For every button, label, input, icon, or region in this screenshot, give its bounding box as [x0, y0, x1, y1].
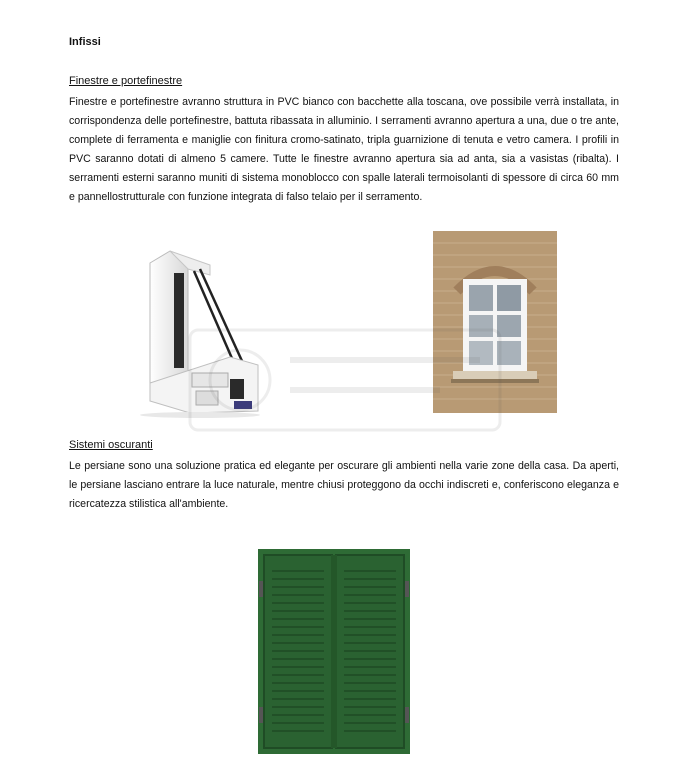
- window-brick-wall-image: [433, 231, 557, 413]
- pvc-profile-image: [130, 233, 270, 418]
- green-shutters-image: [258, 549, 410, 754]
- document-heading: Infissi: [69, 36, 101, 48]
- section-body-windows: Finestre e portefinestre avranno struttura in PVC bianco con bacchette alla toscana, ove possibile verrà installata, in corrispondenza delle portefinestre, battuta ribassata in alluminio. I serramenti avranno apertura a una, due o tre ante, complete di ferramenta e maniglie con finitura cromo-satinato, tripla guarnizione di tenuta e vetro camera. I profili in PVC saranno dotati di almeno 5 camere. Tutte le finestre avranno apertura sia ad anta, sia a vasistas (ribalta). I serramenti esterni saranno muniti di sistema monoblocco con spalle laterali termoisolanti di spessore di circa 60 mm e pannellostrutturale con funzione integrata di falso telaio per il serramento.: [69, 96, 619, 204]
- section-body-shutters: Le persiane sono una soluzione pratica ed elegante per oscurare gli ambienti nella varie zone della casa. Da aperti, le persiane lasciano entrare la luce naturale, mentre chiusi proteggono da occhi indiscreti e, conferiscono eleganza e ricercatezza stilistica all'ambiente.: [69, 460, 619, 511]
- section-title-windows: Finestre e portefinestre: [69, 75, 183, 87]
- section-title-shutters: Sistemi oscuranti: [69, 439, 153, 451]
